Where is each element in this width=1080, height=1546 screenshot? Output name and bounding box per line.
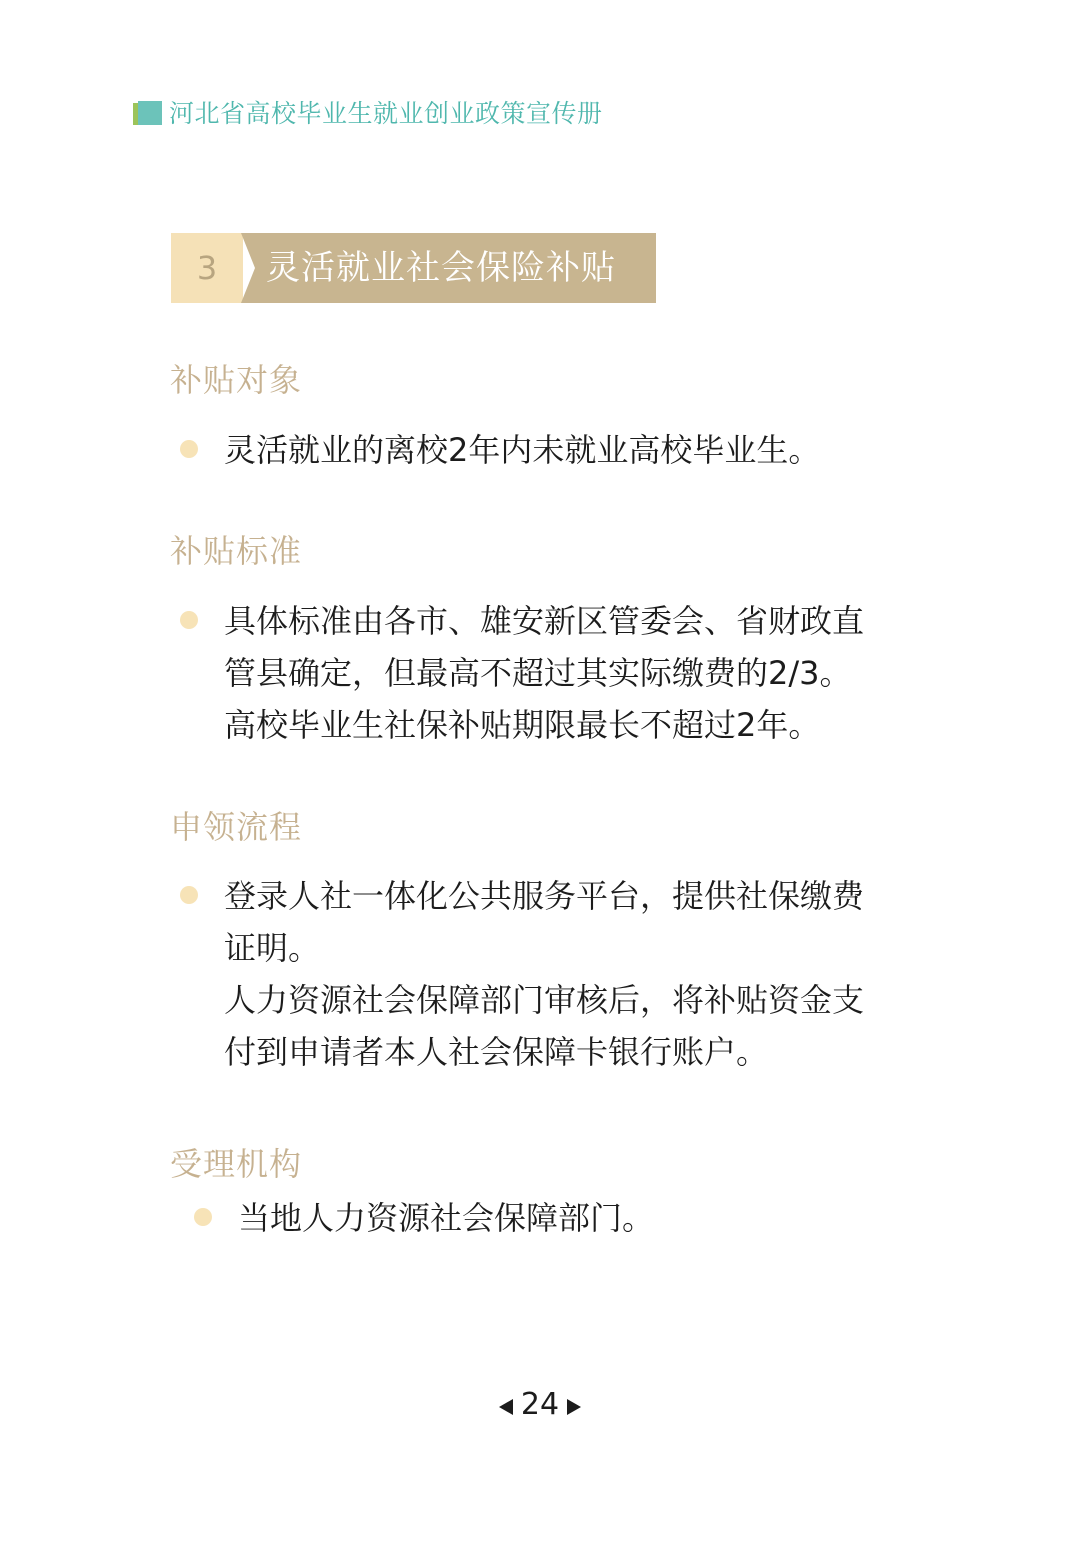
document-title: 河北省高校毕业生就业创业政策宣传册 bbox=[169, 99, 603, 128]
page-number: 24 bbox=[520, 1386, 560, 1422]
standard-text: 具体标准由各市、雄安新区管委会、省财政直 管县确定，但最高不超过其实际缴费的2/3。 高校毕业生社保补贴期限最长不超过2年。 bbox=[224, 602, 865, 744]
target-heading: 补贴对象 bbox=[170, 361, 303, 399]
process-text: 登录人社一体化公共服务平台，提供社保缴费 证明。 人力资源社会保障部门审核后，将补贴资金支 付到申请者本人社会保障卡银行账户。 bbox=[224, 877, 865, 1071]
bullet-dot bbox=[180, 440, 198, 458]
target-text: 灵活就业的离校2年内未就业高校毕业生。 bbox=[224, 431, 821, 469]
agency-text: 当地人力资源社会保障部门。 bbox=[238, 1199, 655, 1237]
document-header bbox=[133, 92, 603, 132]
header-logo-mark bbox=[133, 97, 163, 127]
standard-heading: 补贴标准 bbox=[170, 532, 303, 570]
bullet-dot bbox=[180, 611, 198, 629]
section-title: 灵活就业社会保险补贴 bbox=[266, 248, 616, 288]
process-heading: 申领流程 bbox=[170, 808, 303, 846]
section-number: 3 bbox=[196, 249, 218, 287]
bullet-dot bbox=[194, 1208, 212, 1226]
triangle-right-icon[interactable] bbox=[567, 1399, 581, 1415]
triangle-left-icon[interactable] bbox=[499, 1399, 513, 1415]
section-banner bbox=[171, 233, 656, 303]
agency-heading: 受理机构 bbox=[170, 1145, 303, 1183]
page-indicator bbox=[0, 1384, 1080, 1424]
bullet-dot bbox=[180, 886, 198, 904]
